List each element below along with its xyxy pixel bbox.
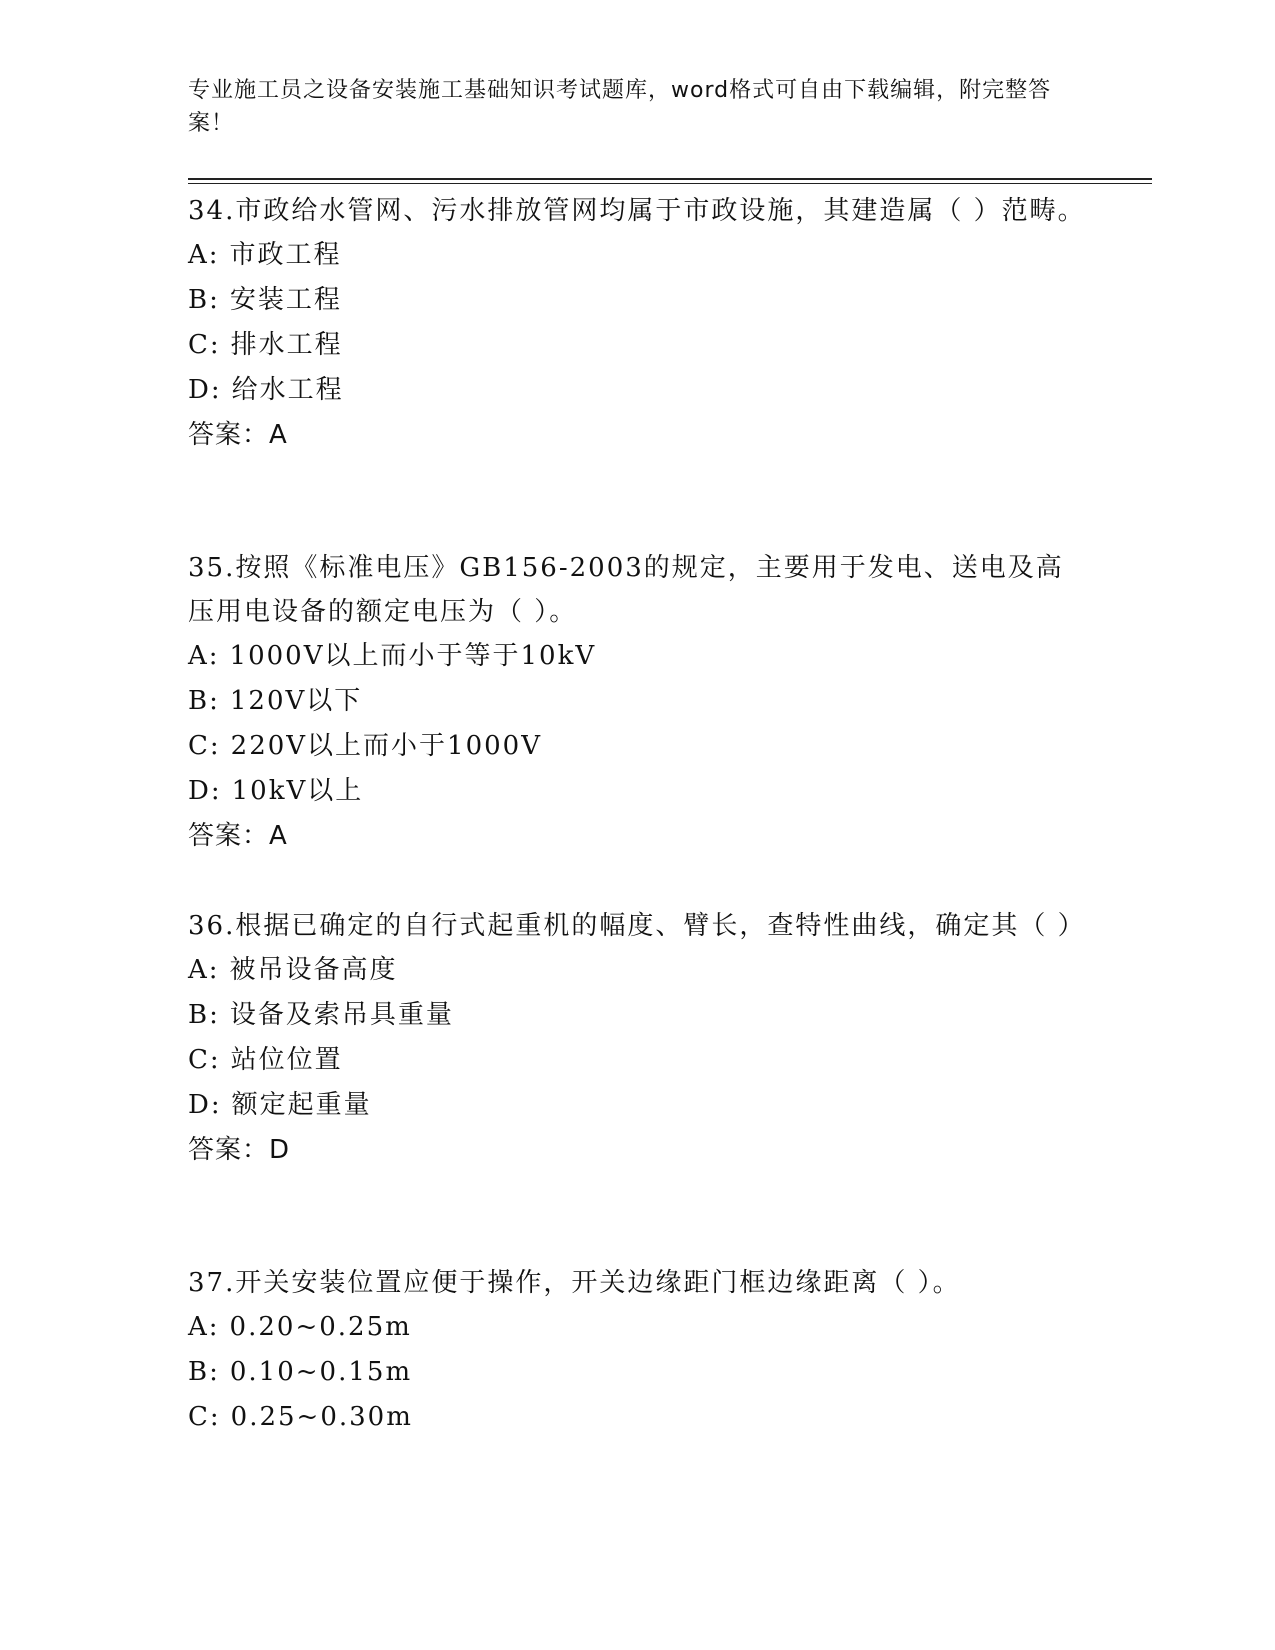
question-stem: 34.市政给水管网、污水排放管网均属于市政设施，其建造属（ ）范畴。 xyxy=(188,196,1086,226)
option-d xyxy=(188,1083,1088,1128)
option-key: B: xyxy=(188,1000,220,1030)
option-key: C: xyxy=(188,330,221,360)
document-header: 专业施工员之设备安装施工基础知识考试题库，word格式可自由下载编辑，附完整答案！ xyxy=(188,78,1052,136)
option-key: C: xyxy=(188,1045,221,1075)
question-stem: 37.开关安装位置应便于操作，开关边缘距门框边缘距离（ ）。 xyxy=(188,1268,961,1298)
option-key: B: xyxy=(188,1357,220,1387)
option-text: 市政工程 xyxy=(229,240,342,270)
question-stem: 35.按照《标准电压》GB156-2003的规定，主要用于发电、送电及高压用电设备的额定电压为（ ）。 xyxy=(188,553,1064,627)
header-divider-thick xyxy=(188,178,1152,180)
option-key: A: xyxy=(188,955,220,985)
question-35 xyxy=(188,546,1088,858)
option-key: C: xyxy=(188,731,221,761)
option-text: 排水工程 xyxy=(230,330,343,360)
option-text: 站位位置 xyxy=(230,1045,343,1075)
option-c xyxy=(188,724,1088,769)
option-text: 设备及索吊具重量 xyxy=(229,1000,454,1030)
answer: 答案：A xyxy=(188,821,288,851)
option-text: 220V以上而小于1000V xyxy=(230,731,543,761)
option-b xyxy=(188,1350,1088,1395)
option-text: 120V以下 xyxy=(229,686,363,716)
option-key: D: xyxy=(188,776,222,806)
option-key: D: xyxy=(188,1090,222,1120)
option-key: B: xyxy=(188,686,220,716)
option-text: 0.25~0.30m xyxy=(230,1402,413,1432)
option-c xyxy=(188,1038,1088,1083)
option-b xyxy=(188,278,1088,323)
option-a xyxy=(188,634,1088,679)
option-key: C: xyxy=(188,1402,221,1432)
question-36 xyxy=(188,904,1088,1172)
question-34 xyxy=(188,189,1088,457)
option-text: 0.10~0.15m xyxy=(229,1357,413,1387)
option-text: 10kV以上 xyxy=(231,776,364,806)
question-37 xyxy=(188,1261,1088,1440)
answer: 答案：D xyxy=(188,1135,291,1165)
option-text: 额定起重量 xyxy=(231,1090,372,1120)
option-c xyxy=(188,323,1088,368)
option-text: 1000V以上而小于等于10kV xyxy=(229,641,597,671)
option-key: D: xyxy=(188,375,222,405)
option-key: A: xyxy=(188,641,220,671)
option-key: B: xyxy=(188,285,220,315)
option-c xyxy=(188,1395,1088,1440)
option-b xyxy=(188,679,1088,724)
option-a xyxy=(188,1305,1088,1350)
option-text: 给水工程 xyxy=(231,375,344,405)
option-key: A: xyxy=(188,1312,220,1342)
answer: 答案：A xyxy=(188,420,288,450)
option-text: 安装工程 xyxy=(229,285,342,315)
option-a xyxy=(188,233,1088,278)
option-key: A: xyxy=(188,240,220,270)
question-stem: 36.根据已确定的自行式起重机的幅度、臂长，查特性曲线，确定其（ ） xyxy=(188,911,1086,941)
option-d xyxy=(188,368,1088,413)
option-a xyxy=(188,948,1088,993)
option-text: 被吊设备高度 xyxy=(229,955,398,985)
option-d xyxy=(188,769,1088,814)
option-text: 0.20~0.25m xyxy=(229,1312,412,1342)
header-divider-thin xyxy=(188,183,1152,184)
option-b xyxy=(188,993,1088,1038)
